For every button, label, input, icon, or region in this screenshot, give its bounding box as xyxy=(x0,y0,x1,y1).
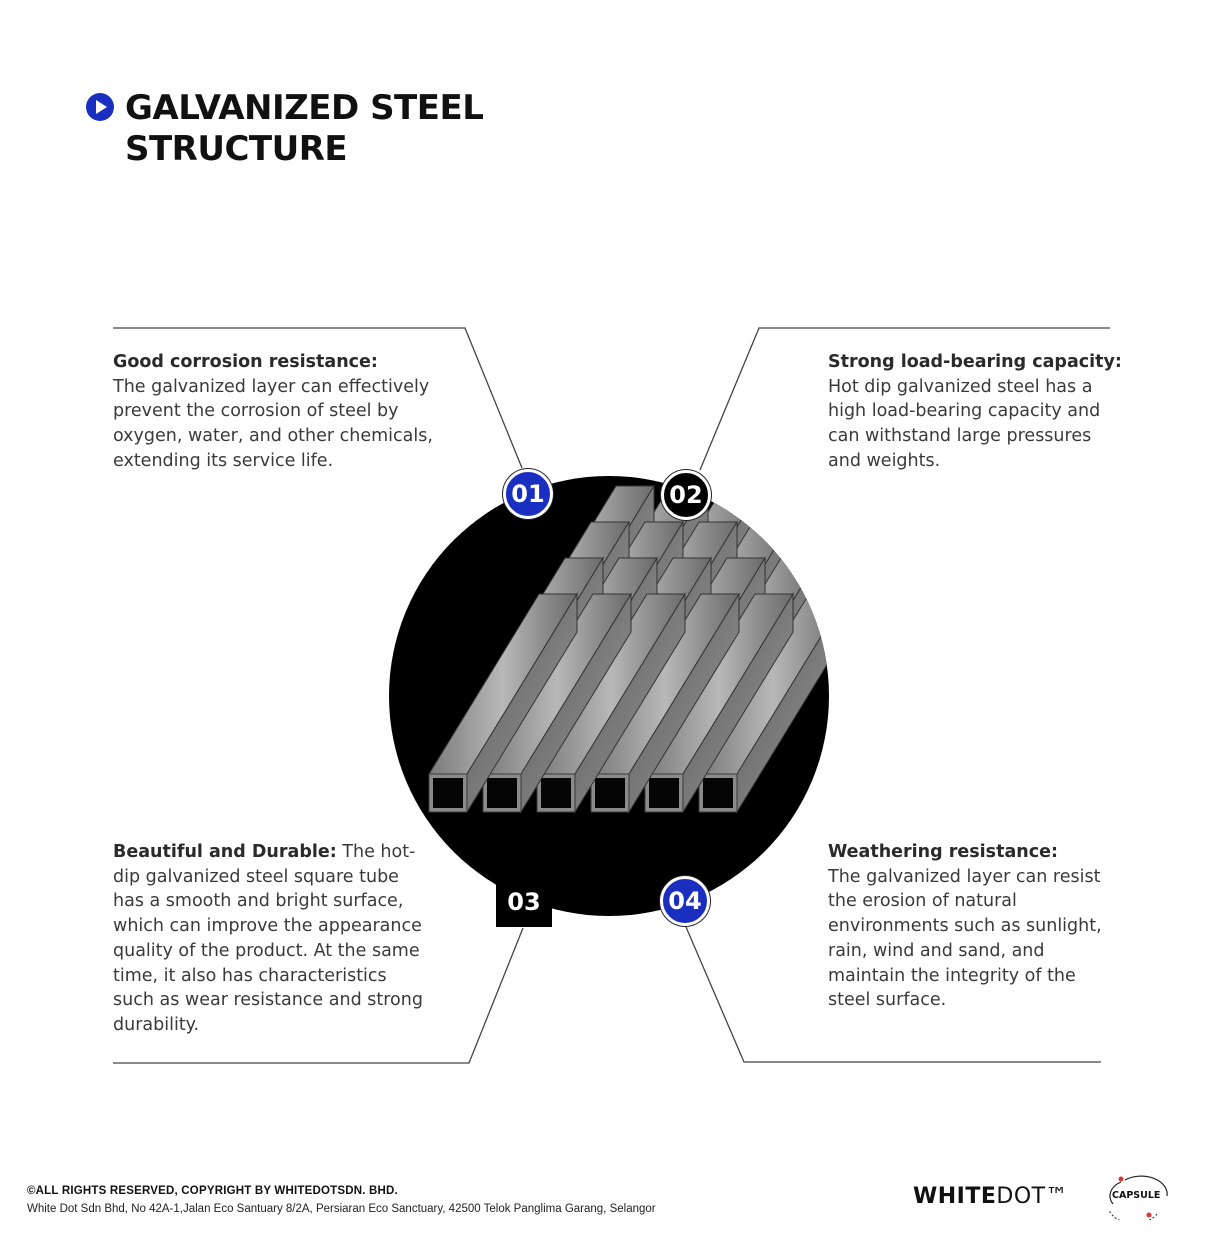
tube-opening xyxy=(595,778,625,808)
capsule-logo-text: CAPSULE xyxy=(1112,1190,1161,1201)
feature-text: The hot-dip galvanized steel square tube has a smooth and bright surface, which can improve the appearance quality of the product. At the same time, it also has characteristics such as wear resistance and strong durability. xyxy=(113,842,423,1035)
tube-opening xyxy=(487,778,517,808)
feature-heading: Strong load-bearing capacity: xyxy=(828,352,1122,372)
steel-tubes-image xyxy=(389,476,829,916)
steel-tubes-illustration xyxy=(389,476,829,916)
feature-corrosion-resistance xyxy=(113,350,458,474)
badge-04: 04 xyxy=(660,876,710,926)
feature-load-bearing xyxy=(828,350,1128,474)
copyright-text: ©ALL RIGHTS RESERVED, COPYRIGHT BY WHITEDOTSDN. BHD. xyxy=(27,1185,398,1197)
badge-03: 03 xyxy=(496,877,552,927)
title-line-2: STRUCTURE xyxy=(125,129,348,169)
feature-beautiful-durable xyxy=(113,840,423,1038)
feature-text: The galvanized layer can effectively prevent the corrosion of steel by oxygen, water, and other chemicals, extending its service life. xyxy=(113,376,433,471)
tube-opening xyxy=(649,778,679,808)
feature-weathering-resistance xyxy=(828,840,1108,1013)
address-text: White Dot Sdn Bhd, No 42A-1,Jalan Eco Santuary 8/2A, Persiaran Eco Sanctuary, 42500 Telok Panglima Garang, Selangor xyxy=(27,1203,656,1215)
badge-01: 01 xyxy=(503,469,553,519)
badge-02: 02 xyxy=(661,470,711,520)
whitedot-logo xyxy=(913,1184,1068,1209)
tube-opening xyxy=(433,778,463,808)
brand-bold: WHITE xyxy=(913,1184,997,1209)
feature-text: The galvanized layer can resist the erosion of natural environments such as sunlight, rain, wind and sand, and maintain the integrity of the steel surface. xyxy=(828,866,1102,1011)
feature-heading: Beautiful and Durable: xyxy=(113,842,337,862)
tube-opening xyxy=(703,778,733,808)
feature-heading: Weathering resistance: xyxy=(828,842,1058,862)
brand-light: DOT™ xyxy=(996,1184,1069,1209)
tube-opening xyxy=(541,778,571,808)
title-line-1: GALVANIZED STEEL xyxy=(125,88,484,128)
feature-text: Hot dip galvanized steel has a high load-bearing capacity and can withstand large pressures and weights. xyxy=(828,376,1101,471)
feature-heading: Good corrosion resistance: xyxy=(113,352,378,372)
